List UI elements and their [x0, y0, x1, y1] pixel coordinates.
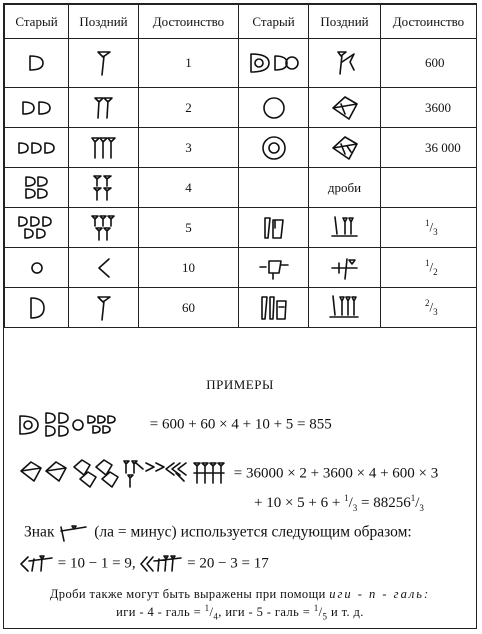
example-2-frac-1: $^1/_3$ [344, 493, 358, 513]
header-old-1: Старый [5, 5, 69, 39]
old-sign-2 [5, 88, 69, 128]
frac-num: 1 [313, 603, 319, 613]
frac-den: 3 [433, 306, 438, 317]
old-sign-10 [5, 248, 69, 288]
example-2-result: = 88256 [361, 495, 411, 511]
sign-description-end: (ла = минус) используется следующим образом: [94, 523, 412, 541]
late-sign-3600 [309, 88, 381, 128]
late-sign-1 [69, 39, 139, 88]
table-row [5, 288, 477, 328]
old-sign-3 [5, 128, 69, 168]
frac-one-quarter: $^1/_4$ [204, 603, 219, 622]
value-600: 600 [381, 39, 477, 88]
example-line-2b [254, 493, 424, 513]
value-1: 1 [139, 39, 239, 88]
late-sign-36000 [309, 128, 381, 168]
page-frame [3, 3, 477, 629]
example-line-2a [18, 457, 438, 491]
frac-num: 1 [344, 493, 349, 503]
fractions-note-term: иги - n - галь: [329, 587, 431, 601]
late-sign-5 [69, 208, 139, 248]
igi-5-gal: , иги - 5 - галь = [218, 605, 311, 620]
late-sign-10 [69, 248, 139, 288]
header-late-2: Поздний [309, 5, 381, 39]
example-line-4 [18, 553, 269, 575]
frac-num: 1 [425, 258, 430, 269]
old-sign-4 [5, 168, 69, 208]
example-4a-signs [18, 553, 54, 575]
fractions-note-text: Дроби также могут быть выражены при помощи [49, 587, 326, 601]
table-row [5, 168, 477, 208]
old-sign-600 [239, 39, 309, 88]
example-2-text-b: + 10 × 5 + 6 + [254, 495, 341, 511]
old-sign-5 [5, 208, 69, 248]
frac-num: 1 [425, 218, 430, 229]
examples-title: ПРИМЕРЫ [206, 377, 274, 392]
example-1-signs [18, 411, 146, 439]
old-sign-1 [5, 39, 69, 88]
frac-num: 1 [204, 603, 210, 613]
example-4a-text: = 10 − 1 = 9, [57, 555, 136, 572]
table-header-row [5, 5, 477, 39]
old-sign-36000 [239, 128, 309, 168]
late-sign-one-third [309, 208, 381, 248]
value-3600: 3600 [381, 88, 477, 128]
value-one-third: $^1/_3$ [381, 208, 477, 248]
table-row [5, 128, 477, 168]
header-late-1: Поздний [69, 5, 139, 39]
sign-description-start: Знак [24, 523, 55, 541]
fractions-label: дроби [309, 168, 381, 208]
header-old-2: Старый [239, 5, 309, 39]
late-sign-3 [69, 128, 139, 168]
example-2-text-a: = 36000 × 2 + 3600 × 4 + 600 × 3 [233, 465, 439, 482]
value-one-half: $^1/_2$ [381, 248, 477, 288]
numeral-table [4, 4, 477, 328]
fractions-note-line-2 [4, 603, 476, 622]
header-value-1: Достоинство [139, 5, 239, 39]
late-sign-60 [69, 288, 139, 328]
late-sign-one-half [309, 248, 381, 288]
table-row [5, 88, 477, 128]
frac-den: 5 [322, 611, 328, 622]
value-2: 2 [139, 88, 239, 128]
example-2-frac-2: $^1/_3$ [410, 493, 424, 513]
frac-den: 3 [352, 503, 358, 513]
table-row [5, 248, 477, 288]
value-60: 60 [139, 288, 239, 328]
old-sign-60 [5, 288, 69, 328]
igi-4-gal: иги - 4 - галь = [116, 605, 202, 620]
frac-num: 1 [410, 493, 416, 503]
frac-num: 2 [425, 298, 430, 309]
frac-one-fifth: $^1/_5$ [313, 603, 328, 622]
old-sign-one-half [239, 248, 309, 288]
value-4: 4 [139, 168, 239, 208]
frac-den: 2 [433, 266, 438, 277]
fractions-note-line-1 [4, 587, 476, 602]
example-4b-text: = 20 − 3 = 17 [187, 555, 269, 572]
frac-den: 3 [433, 226, 438, 237]
old-sign-one-third [239, 208, 309, 248]
example-4b-signs [139, 553, 183, 575]
etc-text: и т. д. [330, 605, 364, 620]
frac-den: 4 [213, 611, 219, 622]
late-sign-600 [309, 39, 381, 88]
table-row [5, 208, 477, 248]
value-5: 5 [139, 208, 239, 248]
examples-section [4, 347, 476, 629]
late-sign-2 [69, 88, 139, 128]
old-sign-two-thirds [239, 288, 309, 328]
empty-cell [239, 168, 309, 208]
example-line-1 [18, 411, 332, 439]
late-sign-two-thirds [309, 288, 381, 328]
old-sign-3600 [239, 88, 309, 128]
value-two-thirds: $^2/_3$ [381, 288, 477, 328]
value-36000: 36 000 [381, 128, 477, 168]
la-sign [58, 523, 90, 543]
example-2-signs [18, 457, 230, 491]
frac-den: 3 [419, 503, 424, 513]
empty-value-cell [381, 168, 477, 208]
example-1-text: = 600 + 60 × 4 + 10 + 5 = 855 [149, 416, 332, 433]
example-line-3 [24, 523, 412, 543]
value-10: 10 [139, 248, 239, 288]
late-sign-4 [69, 168, 139, 208]
value-3: 3 [139, 128, 239, 168]
header-value-2: Достоинство [381, 5, 477, 39]
table-row [5, 39, 477, 88]
